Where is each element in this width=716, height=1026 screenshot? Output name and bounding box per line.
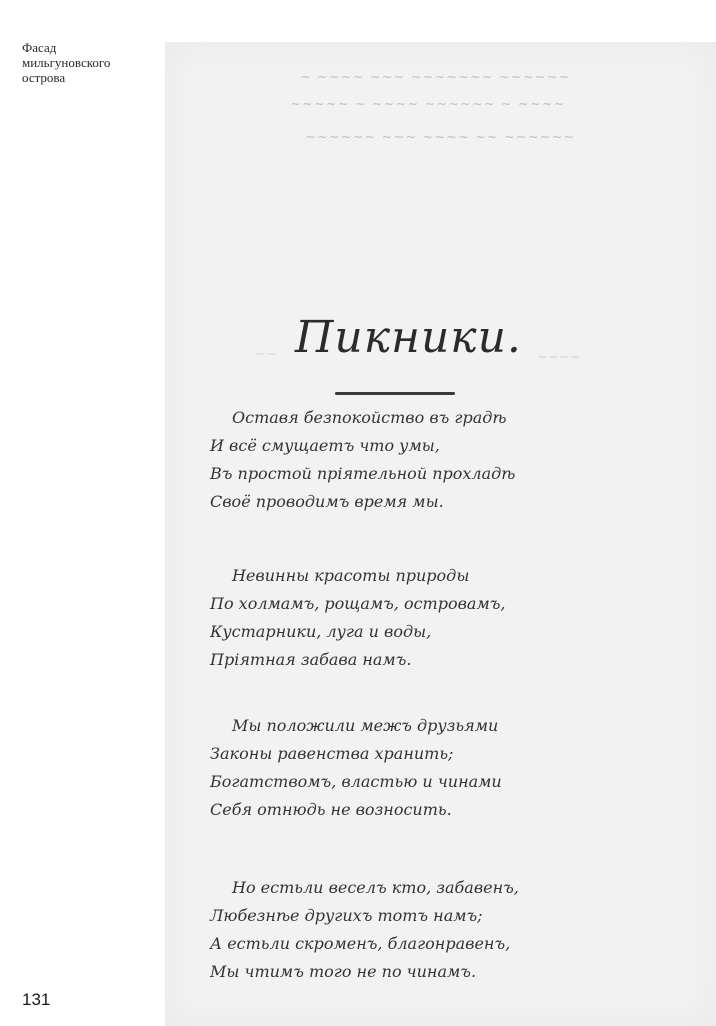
faint-mark: ~~ <box>255 347 277 362</box>
verse-line: А естьли скроменъ, благонравенъ, <box>210 934 511 953</box>
verse-line: По холмамъ, рощамъ, островамъ, <box>210 594 506 613</box>
caption-line: Фасад <box>22 40 57 55</box>
stanza <box>210 874 690 986</box>
verse-line: Законы равенства хранить; <box>210 744 454 763</box>
verse-line: Въ простой пріятельной прохладѣ <box>210 464 516 483</box>
figure-caption <box>22 40 152 85</box>
verse-line: Мы положили межъ друзьями <box>232 716 499 735</box>
verse-line: Богатствомъ, властью и чинами <box>210 772 502 791</box>
stanza <box>210 562 690 674</box>
title-underline <box>335 392 455 395</box>
verse-line: Невинны красоты природы <box>232 566 470 585</box>
verse-line: Кустарники, луга и воды, <box>210 622 432 641</box>
faint-archival-note: ~ ~~~~ ~~~ ~~~~~~~ ~~~~~~ <box>300 70 571 85</box>
verse-line: Своё проводимъ время мы. <box>210 492 444 511</box>
stanza <box>210 712 690 824</box>
verse-line: Себя отнюдь не возносить. <box>210 800 452 819</box>
verse-line: Оставя безпокойство въ градѣ <box>232 408 507 427</box>
verse-line: Но естьли веселъ кто, забавенъ, <box>232 878 519 897</box>
faint-archival-note: ~~~~~~ ~~~ ~~~~ ~~ ~~~~~~ <box>305 130 576 145</box>
verse-line: Мы чтимъ того не по чинамъ. <box>210 962 477 981</box>
faint-mark: ~~~~ <box>537 350 581 365</box>
verse-line: И всё смущаетъ что умы, <box>210 436 440 455</box>
poem-title: Пикники. <box>295 312 522 363</box>
faint-archival-note: ~~~~~ ~ ~~~~ ~~~~~~ ~ ~~~~ <box>290 97 566 112</box>
manuscript-page <box>165 42 716 1026</box>
page-number: 131 <box>22 990 51 1009</box>
caption-line: острова <box>22 70 66 85</box>
verse-line: Любезнѣе другихъ тотъ намъ; <box>210 906 483 925</box>
verse-line: Пріятная забава намъ. <box>210 650 412 669</box>
caption-line: мильгуновского <box>22 55 111 70</box>
stanza <box>210 404 690 516</box>
